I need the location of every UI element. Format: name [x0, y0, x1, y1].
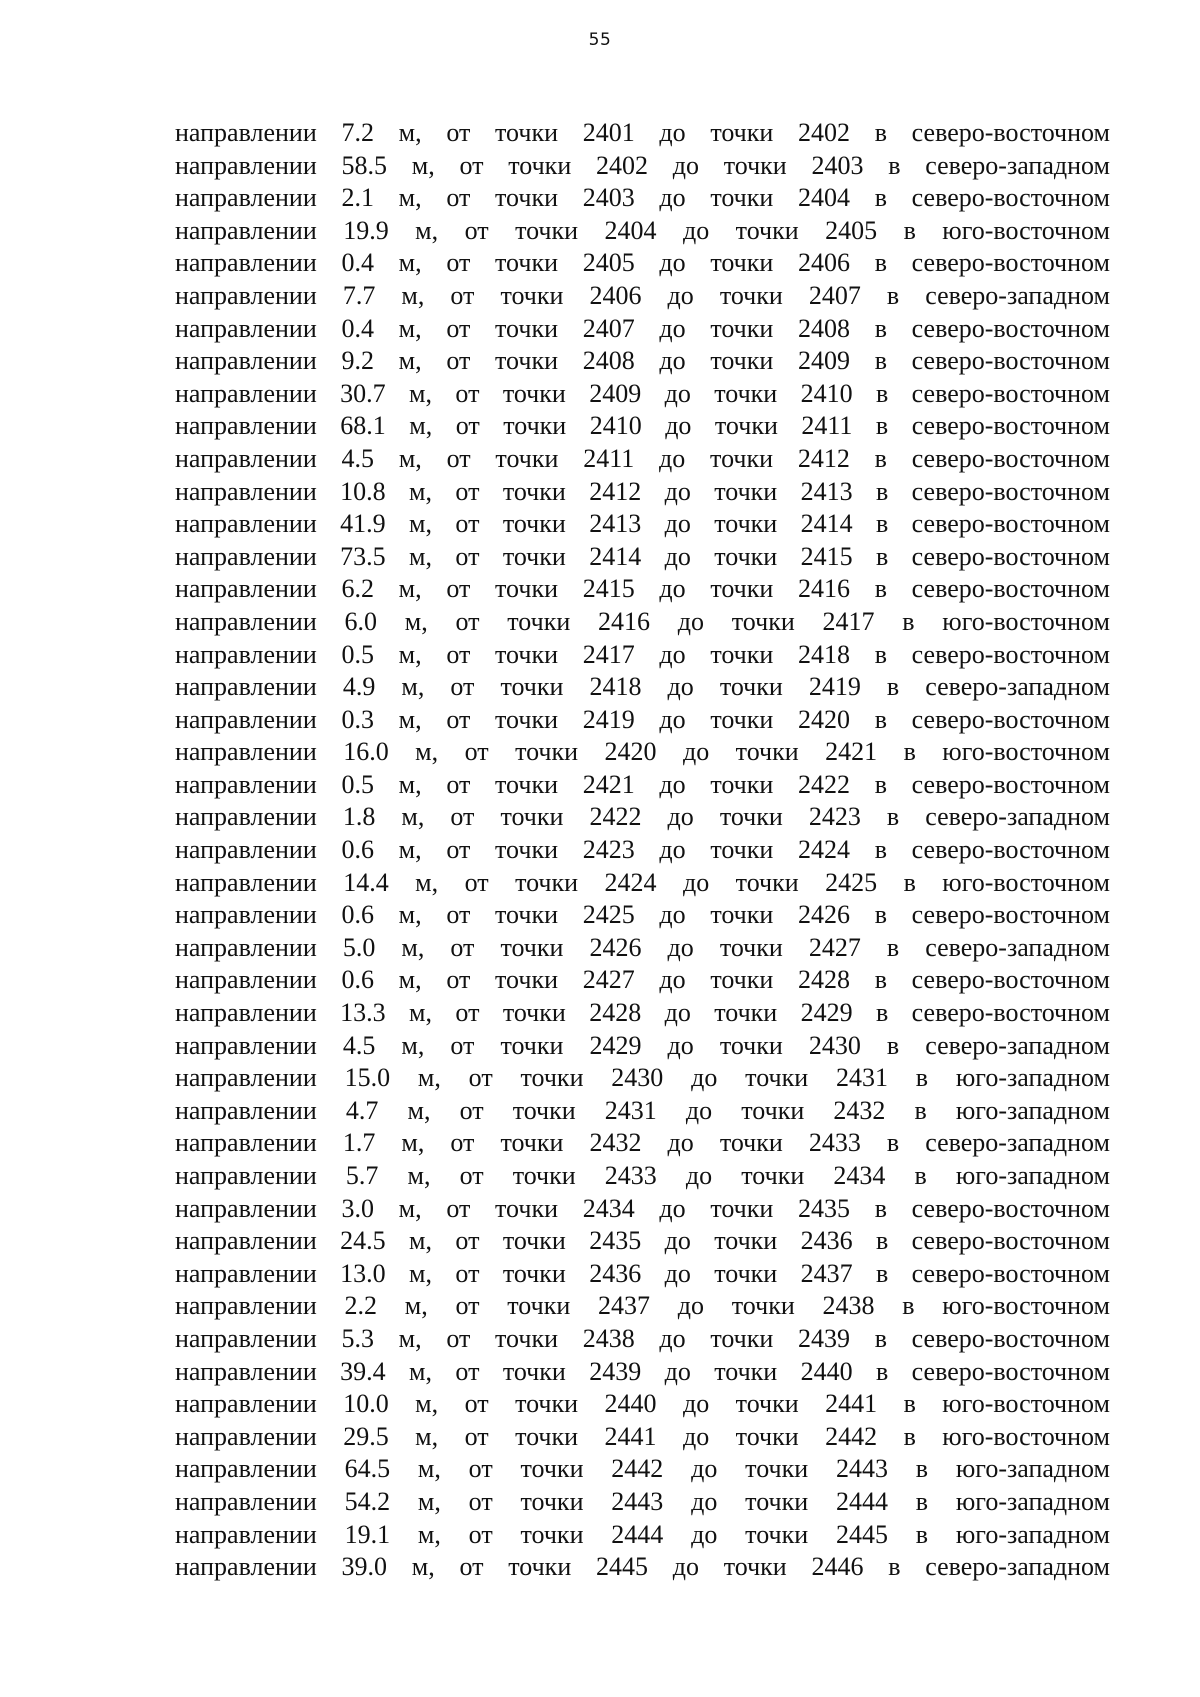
text-line: направлении 0.6 м, от точки 2425 до точки 2426 в северо-восточном [175, 900, 1110, 930]
text-line: направлении 3.0 м, от точки 2434 до точки 2435 в северо-восточном [175, 1193, 1110, 1223]
text-line: направлении 5.0 м, от точки 2426 до точки 2427 в северо-западном [175, 932, 1110, 962]
text-line: направлении 2.1 м, от точки 2403 до точки 2404 в северо-восточном [175, 183, 1110, 213]
text-line: направлении 4.5 м, от точки 2429 до точки 2430 в северо-западном [175, 1030, 1110, 1060]
text-line: направлении 2.2 м, от точки 2437 до точки 2438 в юго-восточном [175, 1291, 1110, 1321]
text-line: направлении 16.0 м, от точки 2420 до точки 2421 в юго-восточном [175, 737, 1110, 767]
text-line: направлении 19.1 м, от точки 2444 до точки 2445 в юго-западном [175, 1519, 1110, 1549]
text-line: направлении 41.9 м, от точки 2413 до точки 2414 в северо-восточном [175, 509, 1110, 539]
text-line: направлении 29.5 м, от точки 2441 до точки 2442 в юго-восточном [175, 1421, 1110, 1451]
text-line: направлении 19.9 м, от точки 2404 до точки 2405 в юго-восточном [175, 215, 1110, 245]
text-line: направлении 39.0 м, от точки 2445 до точки 2446 в северо-западном [175, 1552, 1110, 1582]
text-line: направлении 5.7 м, от точки 2433 до точки 2434 в юго-западном [175, 1161, 1110, 1190]
text-line: направлении 0.6 м, от точки 2427 до точки 2428 в северо-восточном [175, 965, 1110, 995]
text-line: направлении 1.7 м, от точки 2432 до точки 2433 в северо-западном [175, 1128, 1110, 1158]
text-line: направлении 4.7 м, от точки 2431 до точки 2432 в юго-западном [175, 1095, 1110, 1125]
text-line: направлении 0.6 м, от точки 2423 до точки 2424 в северо-восточном [175, 835, 1110, 865]
text-line: направлении 68.1 м, от точки 2410 до точки 2411 в северо-восточном [175, 411, 1110, 441]
body-text [175, 117, 1110, 1584]
text-line: направлении 0.4 м, от точки 2405 до точки 2406 в северо-восточном [175, 248, 1110, 278]
text-line: направлении 39.4 м, от точки 2439 до точки 2440 в северо-восточном [175, 1356, 1110, 1386]
text-line: направлении 64.5 м, от точки 2442 до точки 2443 в юго-западном [175, 1454, 1110, 1484]
text-line: направлении 6.0 м, от точки 2416 до точки 2417 в юго-восточном [175, 606, 1110, 636]
text-line: направлении 0.5 м, от точки 2417 до точки 2418 в северо-восточном [175, 639, 1110, 669]
page-number: 55 [588, 30, 612, 50]
text-line: направлении 10.8 м, от точки 2412 до точки 2413 в северо-восточном [175, 476, 1110, 506]
text-line: направлении 0.5 м, от точки 2421 до точки 2422 в северо-восточном [175, 769, 1110, 799]
text-line: направлении 30.7 м, от точки 2409 до точки 2410 в северо-восточном [175, 378, 1110, 408]
text-line: направлении 13.3 м, от точки 2428 до точки 2429 в северо-восточном [175, 998, 1110, 1028]
text-line: направлении 1.8 м, от точки 2422 до точки 2423 в северо-западном [175, 802, 1110, 832]
text-line: направлении 73.5 м, от точки 2414 до точки 2415 в северо-восточном [175, 541, 1110, 571]
text-line: направлении 0.3 м, от точки 2419 до точки 2420 в северо-восточном [175, 704, 1110, 734]
text-line: направлении 0.4 м, от точки 2407 до точки 2408 в северо-восточном [175, 313, 1110, 343]
text-line: направлении 10.0 м, от точки 2440 до точки 2441 в юго-восточном [175, 1389, 1110, 1419]
text-line: направлении 7.7 м, от точки 2406 до точки 2407 в северо-западном [175, 280, 1110, 310]
text-line: направлении 24.5 м, от точки 2435 до точки 2436 в северо-восточном [175, 1226, 1110, 1256]
text-line: направлении 7.2 м, от точки 2401 до точки 2402 в северо-восточном [175, 118, 1110, 147]
text-line: направлении 58.5 м, от точки 2402 до точки 2403 в северо-западном [175, 150, 1110, 180]
text-line: направлении 5.3 м, от точки 2438 до точки 2439 в северо-восточном [175, 1323, 1110, 1353]
text-line: направлении 4.9 м, от точки 2418 до точки 2419 в северо-западном [175, 672, 1110, 702]
text-line: направлении 13.0 м, от точки 2436 до точки 2437 в северо-восточном [175, 1258, 1110, 1288]
text-line: направлении 6.2 м, от точки 2415 до точки 2416 в северо-восточном [175, 574, 1110, 604]
text-line: направлении 14.4 м, от точки 2424 до точки 2425 в юго-восточном [175, 867, 1110, 897]
text-line: направлении 9.2 м, от точки 2408 до точки 2409 в северо-восточном [175, 346, 1110, 376]
text-line: направлении 4.5 м, от точки 2411 до точки 2412 в северо-восточном [175, 443, 1110, 473]
text-line: направлении 15.0 м, от точки 2430 до точки 2431 в юго-западном [175, 1063, 1110, 1093]
text-line: направлении 54.2 м, от точки 2443 до точки 2444 в юго-западном [175, 1486, 1110, 1516]
